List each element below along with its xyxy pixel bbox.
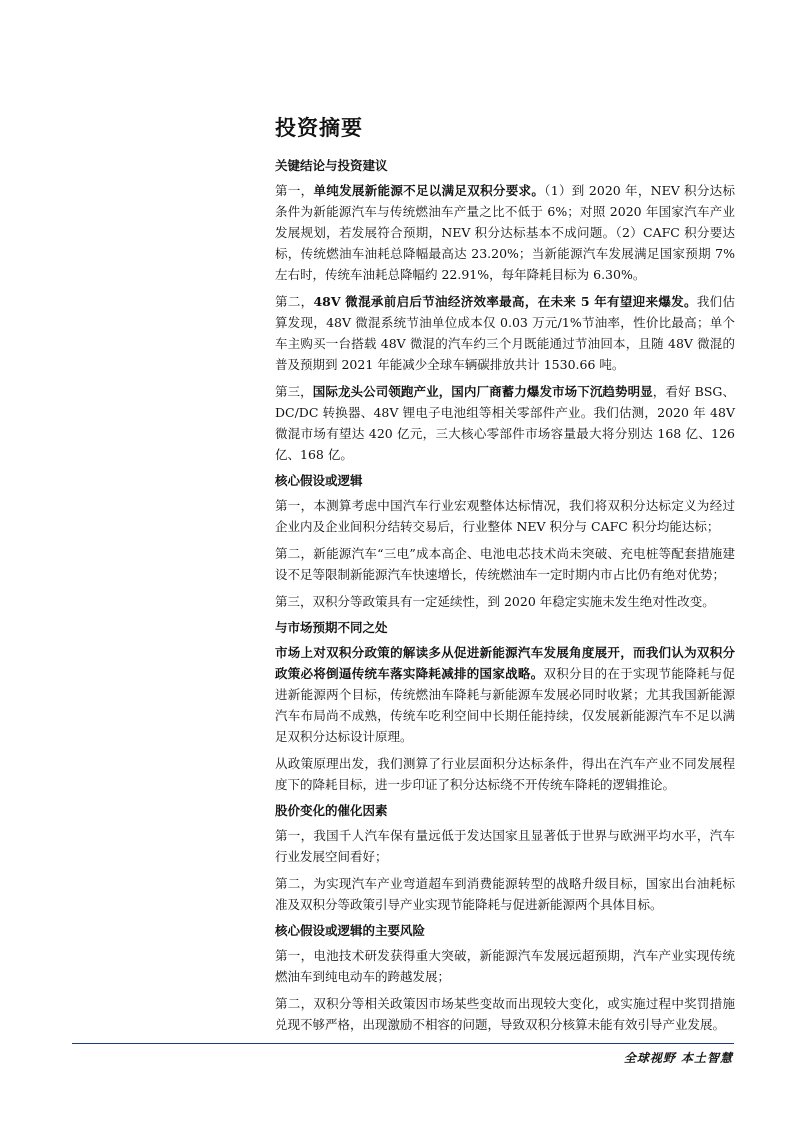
para-lead: 第二， xyxy=(275,294,314,309)
paragraph: 第三，双积分等政策具有一定延续性，到 2020 年稳定实施未发生绝对性改变。 xyxy=(275,594,715,609)
para-bold: 单纯发展新能源不足以满足双积分要求。 xyxy=(313,183,545,198)
main-content xyxy=(275,112,735,1041)
footer-slogan: 全球视野 本土智慧 xyxy=(623,1051,733,1065)
footer-divider xyxy=(72,1043,734,1044)
paragraph xyxy=(275,291,735,375)
para-text: 双积分目的在于实现节能降耗与促进新能源两个目标，传统燃油车降耗与新能源车发展必同时收紧；尤其我国新能源汽车布局尚不成熟，传统车吃利空间中长期任能持续，仅发展新能源汽车不足以满足双积分达标设计原理。 xyxy=(275,666,735,744)
para-text: （1）到 2020 年，NEV 积分达标条件为新能源汽车与传统燃油车产量之比不低于 6%；对照 2020 年国家汽车产业发展规划，若发展符合预期，NEV 积分达标基本不成问题。（2）CAFC 积分要达标，传统燃油车油耗总降幅最高达 23.20%；当新能源汽车发展满足国家预期 7%左右时，传统车油耗总降幅约 22.91%，每年降耗目标为 6.30%。 xyxy=(275,183,735,282)
section-market-difference xyxy=(275,618,735,795)
paragraph xyxy=(275,642,735,747)
paragraph: 第二，为实现汽车产业弯道超车到消费能源转型的战略升级目标，国家出台油耗标准及双积分等政策引导产业实现节能降耗与促进新能源两个具体目标。 xyxy=(275,876,735,912)
paragraph: 第二，双积分等相关政策因市场某些变故而出现较大变化，或实施过程中奖罚措施兑现不够严格，出现激励不相容的问题，导致双积分核算未能有效引导产业发展。 xyxy=(275,996,735,1032)
paragraph: 从政策原理出发，我们测算了行业层面积分达标条件，得出在汽车产业不同发展程度下的降耗目标，进一步印证了积分达标绕不开传统车降耗的逻辑推论。 xyxy=(275,756,735,792)
section-key-conclusions xyxy=(275,156,735,465)
section-heading: 核心假设或逻辑 xyxy=(275,473,363,488)
para-text: 我们估算发现，48V 微混系统节油单位成本仅 0.03 万元/1%节油率，性价比最高；单个车主购买一台搭载 48V 微混的汽车约三个月既能通过节油回本，且随 48V 微混的普及预期到 2021 年能减少全球车辆碳排放共计 1530.66 吨。 xyxy=(275,294,735,372)
section-heading: 核心假设或逻辑的主要风险 xyxy=(275,923,426,938)
section-heading: 与市场预期不同之处 xyxy=(275,620,388,635)
section-risks xyxy=(275,921,735,1035)
para-bold: 市场上对双积分政策的解读多从促进新能源汽车发展角度展开，而我们认为双积分政策必将倒逼传统车落实降耗减排的国家战略。 xyxy=(275,645,735,681)
section-core-assumptions xyxy=(275,471,735,612)
paragraph: 第一，本测算考虑中国汽车行业宏观整体达标情况，我们将双积分达标定义为经过企业内及企业间积分结转交易后，行业整体 NEV 积分与 CAFC 积分均能达标； xyxy=(275,498,735,534)
para-bold: 国际龙头公司领跑产业，国内厂商蓄力爆发市场下沉趋势明显 xyxy=(312,384,653,399)
paragraph xyxy=(275,381,735,465)
para-lead: 第一， xyxy=(275,183,314,198)
page-title: 投资摘要 xyxy=(275,115,363,140)
paragraph xyxy=(275,180,735,285)
para-bold: 48V 微混承前启后节油经济效率最高，在未来 5 年有望迎来爆发。 xyxy=(313,294,697,309)
paragraph: 第二，新能源汽车“三电”成本高企、电池电芯技术尚未突破、充电桩等配套措施建设不足等限制新能源汽车快速增长，传统燃油车一定时期内市占比仍有绝对优势； xyxy=(275,546,735,582)
section-catalysts xyxy=(275,801,735,915)
paragraph: 第一，我国千人汽车保有量远低于发达国家且显著低于世界与欧洲平均水平，汽车行业发展空间看好； xyxy=(275,828,735,864)
section-heading: 股价变化的催化因素 xyxy=(275,803,388,818)
paragraph: 第一，电池技术研发获得重大突破，新能源汽车发展远超预期，汽车产业实现传统燃油车到纯电动车的跨越发展； xyxy=(275,948,735,984)
para-text: ，看好 BSG、DC/DC 转换器、48V 锂电子电池组等相关零部件产业。我们估测，2020 年 48V 微混市场有望达 420 亿元，三大核心零部件市场容量最大将分别达 168 亿、126 亿、168 亿。 xyxy=(275,384,735,462)
para-lead: 第三， xyxy=(275,384,313,399)
section-heading: 关键结论与投资建议 xyxy=(275,158,388,173)
